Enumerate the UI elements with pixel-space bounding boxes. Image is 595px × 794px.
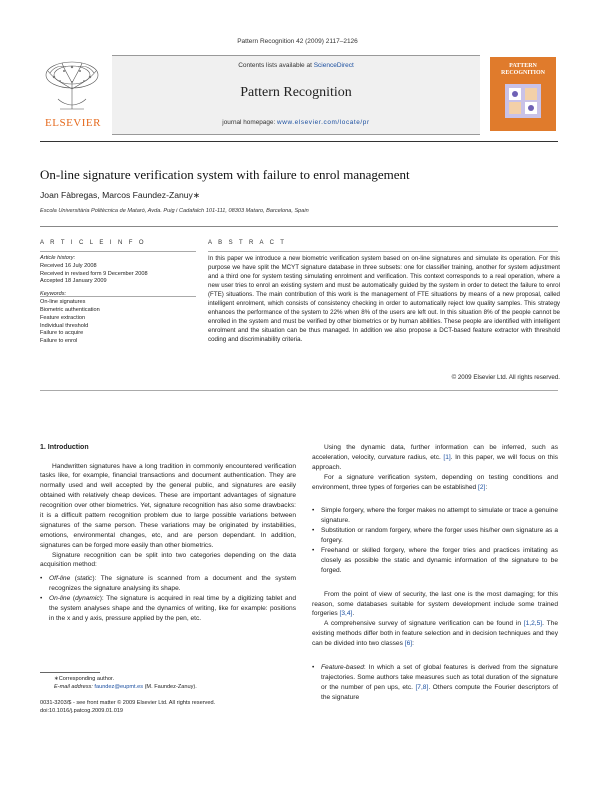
text-run: : In which a set of global features is derived from the signature trajectories. Some authors take measures such as total duration of the signature or the number of pen ups, etc. bbox=[321, 664, 558, 691]
homepage-line bbox=[112, 119, 480, 126]
text-run: . Others compute the Fourier descriptors of the signature bbox=[321, 683, 559, 701]
affiliation: Escola Universitària Politècnica de Mataró, Avda. Puig i Cadafalch 101-111, 08303 Mataro, Barcelona, Spain bbox=[40, 208, 309, 214]
text-run: . bbox=[352, 610, 355, 618]
left-column bbox=[40, 443, 296, 628]
text-run: : bbox=[412, 640, 414, 648]
footnote bbox=[54, 676, 294, 692]
footnote-mark: ∗ bbox=[54, 676, 59, 682]
cover-title-line2: RECOGNITION bbox=[500, 69, 545, 76]
list-item: • On-line (dynamic): The signature is acquired in real time by a digitizing tablet and the system analyses shape and the dynamics of writing, like for example: positions in the x and y axis, pressure applied by the pen, etc. bbox=[40, 594, 296, 624]
abstract-rule bbox=[208, 251, 558, 252]
term: Off-line bbox=[49, 575, 71, 583]
authors bbox=[40, 190, 200, 201]
keyword: Individual threshold bbox=[40, 322, 89, 329]
abstract-text: In this paper we introduce a new biometric verification system based on on-line signatures and simulate its operation. For this purpose we have split the MCYT signature database in three subsets: one for classifier training, another for system adjustment and a third one for system testing simulating enrolment and verification. This context corresponds to a real operation, where a new user tries to enrol an existing system and must be automatically guided by the system in order to detect the failure to enrol (FTE) situations. The main contribution of this work is the management of FTE situations by means of a new proposal, called intelligent enrolment, which consists of consistency checking in order to automatically reject low quality samples. This strategy enhances the performance of the system to 22% when 8% of the users are left out. In this situation 8% of the people cannot be enrolled in the system and must be verified by other biometrics or by human abilities. These people are identified with intelligent enrolment and the situation can be thus managed. In addition we also propose a DCT-based feature extractor with threshold coding and discriminability criteria. bbox=[208, 255, 560, 343]
contents-prefix: Contents lists available at bbox=[238, 62, 314, 69]
text-run: . The existing methods differ both in feature selection and in decision techniques and they can be divided into two classes bbox=[312, 620, 558, 648]
methods-list bbox=[312, 663, 558, 703]
term-paren: dynamic bbox=[75, 595, 100, 603]
keyword: Biometric authentication bbox=[40, 306, 100, 313]
running-header: Pattern Recognition 42 (2009) 2117–2126 bbox=[237, 38, 358, 45]
history-item: Received 16 July 2008 bbox=[40, 262, 97, 269]
paragraph bbox=[312, 619, 558, 649]
history-item: Accepted 18 January 2009 bbox=[40, 278, 107, 285]
sciencedirect-link[interactable]: ScienceDirect bbox=[313, 62, 354, 69]
keyword: On-line signatures bbox=[40, 299, 86, 306]
paragraph bbox=[312, 473, 558, 493]
footnote-corresponding bbox=[54, 676, 294, 684]
cover-title-line1: PATTERN bbox=[509, 63, 537, 69]
author-mark: ∗ bbox=[192, 190, 201, 200]
citation-link[interactable]: [3,4] bbox=[339, 610, 353, 618]
text-run: For a signature verification system, depending on testing conditions and environment, three types of forgeries can be established bbox=[312, 473, 558, 491]
author-names: Joan Fàbregas, Marcos Faundez-Zanuy bbox=[40, 190, 193, 200]
cover-art-icon bbox=[505, 84, 541, 118]
article-info bbox=[40, 255, 196, 346]
email-label: E-mail address: bbox=[54, 683, 93, 690]
abstract-copyright: © 2009 Elsevier Ltd. All rights reserved. bbox=[451, 374, 560, 381]
history-label: Article history: bbox=[40, 255, 76, 261]
citation-link[interactable]: [7,8] bbox=[415, 683, 429, 691]
footnote-text: Corresponding author. bbox=[58, 676, 115, 682]
journal-title: Pattern Recognition bbox=[240, 85, 352, 100]
text-run: : bbox=[485, 483, 488, 491]
cover-title bbox=[490, 63, 556, 76]
section-heading: 1. Introduction bbox=[40, 444, 89, 451]
list-text: : The signature is scanned from a document and the system recognizes the signature analysing its shape. bbox=[49, 575, 296, 593]
article-info-heading: A R T I C L E I N F O bbox=[40, 240, 146, 246]
footnote-email bbox=[54, 684, 294, 692]
term-paren: static bbox=[76, 575, 93, 583]
term: Feature-based bbox=[321, 664, 364, 672]
keywords-rule bbox=[40, 296, 196, 297]
elsevier-wordmark: ELSEVIER bbox=[45, 117, 101, 129]
acquisition-list bbox=[40, 574, 296, 623]
citation-link[interactable]: [1,2,5] bbox=[523, 620, 543, 628]
citation-link[interactable]: [6] bbox=[404, 640, 413, 648]
keyword: Failure to enrol bbox=[40, 338, 78, 345]
paragraph bbox=[312, 443, 558, 473]
contents-line bbox=[112, 62, 480, 69]
footer-issn: 0031-3203/$ - see front matter © 2009 Elsevier Ltd. All rights reserved. bbox=[40, 700, 216, 706]
term: On-line bbox=[49, 595, 71, 603]
footer-doi: doi:10.1016/j.patcog.2009.01.019 bbox=[40, 707, 124, 714]
keywords-label: Keywords: bbox=[40, 291, 67, 298]
elsevier-logo[interactable] bbox=[40, 59, 106, 133]
journal-header bbox=[40, 55, 558, 136]
footnote-rule bbox=[40, 672, 100, 673]
citation-link[interactable]: [1] bbox=[443, 453, 451, 461]
journal-banner bbox=[112, 55, 480, 135]
paragraph: Handwritten signatures have a long tradition in commonly encountered verification tasks like, for example, financial transactions and document authentication. They are normally used and well accepted by the general public, and signatures are easily obtained with relatively cheap devices. These are important advantages of signature recognition over other biometrics. Yet, signature recognition has also some drawbacks: it is a difficult pattern recognition problem due to large possible variations between signatures of the same person. These variations may be originated by instabilities, emotions, environmental changes, etc, and are person dependant. In addition, signatures can be forged more easily than other biometrics. bbox=[40, 462, 296, 549]
article-info-rule bbox=[40, 251, 196, 252]
keyword: Failure to acquire bbox=[40, 330, 84, 337]
homepage-label: journal homepage: bbox=[222, 119, 278, 126]
list-item: • Simple forgery, where the forger makes no attempt to simulate or trace a genuine signature. bbox=[312, 506, 558, 526]
list-item bbox=[312, 663, 558, 703]
citation-link[interactable]: [2] bbox=[478, 483, 486, 491]
abstract-heading: A B S T R A C T bbox=[208, 240, 287, 246]
paragraph bbox=[312, 590, 558, 620]
journal-cover-image[interactable] bbox=[490, 57, 556, 131]
forgery-list bbox=[312, 506, 558, 575]
email-suffix: (M. Faundez-Zanuy). bbox=[143, 683, 197, 690]
abstract-bottom-rule bbox=[40, 390, 558, 391]
list-item: • Substitution or random forgery, where the forger uses his/her own signature as a forgery. bbox=[312, 526, 558, 546]
text-run: A comprehensive survey of signature verification can be found in bbox=[324, 620, 524, 628]
page-footer bbox=[40, 700, 300, 716]
list-item: • Freehand or skilled forgery, where the forger tries and practices imitating as closely as possible the static and dynamic information of the signature to be forged. bbox=[312, 546, 558, 576]
paragraph: Signature recognition can be split into two categories depending on the data acquisition method: bbox=[40, 551, 296, 569]
history-item: Received in revised form 9 December 2008 bbox=[40, 270, 148, 277]
elsevier-tree-icon bbox=[40, 59, 104, 111]
list-item: • Off-line (static): The signature is scanned from a document and the system recognizes the signature analysing its shape. bbox=[40, 574, 296, 594]
title-rule bbox=[40, 226, 558, 227]
text-run: Using the dynamic data, further information can be inferred, such as acceleration, velocity, curvature radius, etc. bbox=[312, 444, 558, 461]
list-text: : The signature is acquired in real time by a digitizing tablet and the system analyses shape and the dynamics of writing, like for example: positions in the x and y axis, pressure applied by the pen, etc. bbox=[49, 595, 296, 622]
text-run: . In this paper, we will focus on this approach. bbox=[312, 453, 558, 471]
header-rule bbox=[40, 141, 558, 142]
keyword: Feature extraction bbox=[40, 314, 86, 321]
article-title: On-line signature verification system with failure to enrol management bbox=[40, 167, 410, 182]
text-run: From the point of view of security, the last one is the most damaging; for this reason, some databases suitable for system development include some trained forgeries bbox=[312, 590, 558, 618]
homepage-link[interactable]: www.elsevier.com/locate/pr bbox=[277, 119, 370, 126]
email-link[interactable]: faundez@eupmt.es bbox=[94, 683, 144, 690]
right-column bbox=[312, 443, 558, 707]
